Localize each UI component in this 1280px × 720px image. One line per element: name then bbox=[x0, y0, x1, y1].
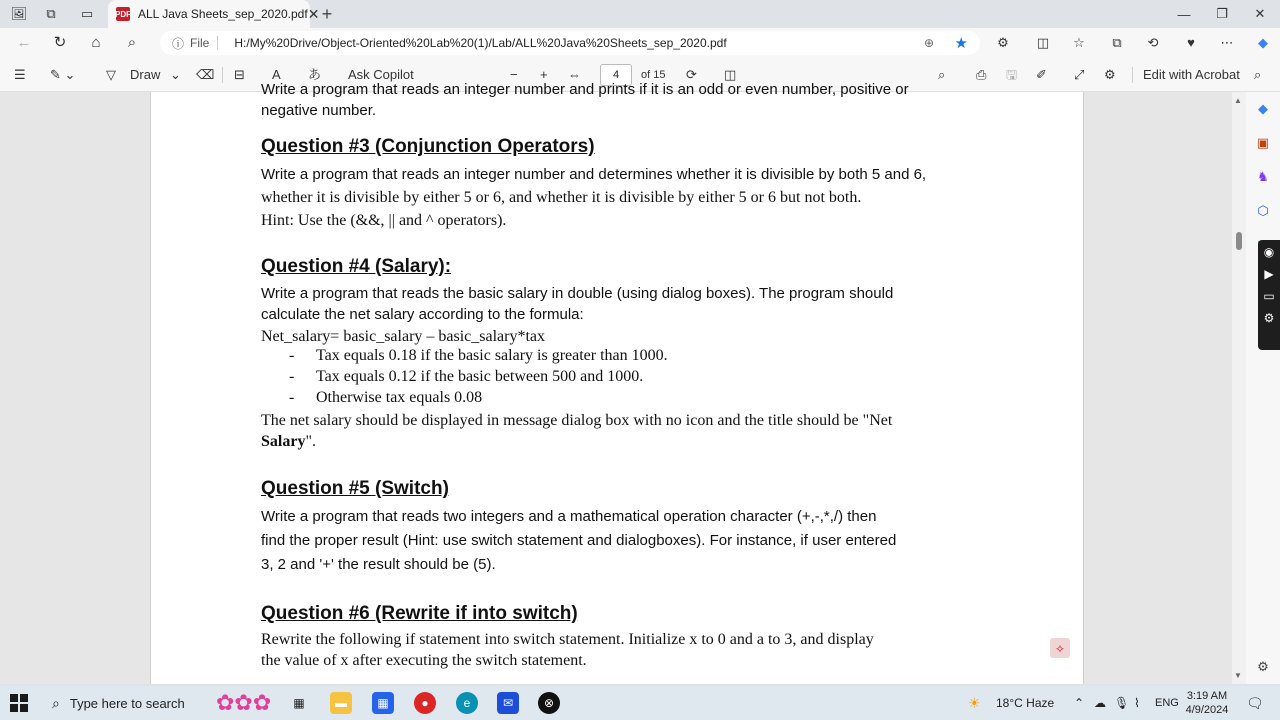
question-6-title: Question #6 (Rewrite if into switch) bbox=[261, 603, 578, 624]
office-icon[interactable]: ⬡ bbox=[1257, 203, 1269, 218]
extensions-icon[interactable]: ⚙ bbox=[997, 35, 1009, 50]
language-indicator[interactable]: ENG bbox=[1155, 697, 1179, 709]
pdf-viewer bbox=[0, 81, 1246, 684]
tab-title: ALL Java Sheets_sep_2020.pdf bbox=[138, 7, 308, 21]
separator bbox=[222, 67, 223, 83]
question-5-line-3: 3, 2 and '+' the result should be (5). bbox=[261, 556, 496, 573]
split-screen-icon[interactable]: ◫ bbox=[1036, 35, 1050, 50]
refresh-icon[interactable]: ↻ bbox=[53, 34, 67, 51]
pdf-page bbox=[150, 81, 1084, 684]
contents-icon[interactable]: ☰ bbox=[14, 67, 26, 82]
print-icon[interactable]: ⎙ bbox=[976, 67, 987, 82]
chrome-icon[interactable]: ● bbox=[414, 692, 436, 714]
video-icon[interactable]: ▶ bbox=[1264, 267, 1274, 281]
acrobat-float-icon[interactable]: ⟡ bbox=[1050, 638, 1070, 658]
question-6-line-1: Rewrite the following if statement into switch statement. Initialize x to 0 and a to 3, and display bbox=[261, 631, 874, 648]
rotate-icon[interactable]: ⟳ bbox=[686, 67, 697, 82]
separator bbox=[1132, 67, 1133, 83]
tab-bar bbox=[0, 0, 1280, 28]
question-3-line-2: whether it is divisible by either 5 or 6, and whether it is divisible by either 5 or 6 but not both. bbox=[261, 189, 862, 206]
clock[interactable] bbox=[1178, 689, 1236, 717]
mail-icon[interactable]: ✉ bbox=[497, 692, 519, 714]
question-3-text bbox=[261, 164, 975, 233]
tab-active[interactable] bbox=[108, 0, 320, 28]
question-5-title: Question #5 (Switch) bbox=[261, 478, 449, 499]
bullet-marker: - bbox=[289, 368, 295, 385]
copilot-icon[interactable]: ◆ bbox=[1258, 35, 1268, 50]
weather-icon[interactable]: ☀ bbox=[968, 695, 981, 711]
draw-button[interactable]: Draw bbox=[130, 67, 161, 82]
highlight-icon[interactable]: ✎ ⌄ bbox=[50, 67, 76, 82]
fullscreen-icon[interactable]: ⤢ bbox=[1074, 67, 1085, 82]
tools-icon[interactable]: ▣ bbox=[1256, 135, 1270, 150]
fit-page-icon[interactable]: ⇔ bbox=[568, 67, 581, 82]
ask-copilot-button[interactable]: Ask Copilot bbox=[348, 67, 414, 82]
page-total: of 15 bbox=[641, 69, 666, 81]
zoom-out-icon[interactable]: − bbox=[510, 67, 518, 82]
salary-formula: Net_salary= basic_salary – basic_salary*tax bbox=[261, 328, 546, 345]
tax-bullets bbox=[261, 347, 975, 411]
draw-icon[interactable]: ▽ bbox=[106, 67, 116, 82]
info-icon[interactable]: ⓘ bbox=[172, 36, 185, 51]
profile-icon[interactable]: 🖼 bbox=[10, 6, 28, 21]
address-bar[interactable] bbox=[160, 31, 980, 55]
page-view-icon[interactable]: ◫ bbox=[724, 67, 737, 82]
back-icon[interactable]: ← bbox=[16, 34, 32, 51]
file-explorer-icon[interactable]: ▬ bbox=[330, 692, 352, 714]
edge-icon[interactable]: e bbox=[456, 692, 478, 714]
history-icon[interactable]: ⟲ bbox=[1147, 35, 1159, 50]
url-text[interactable]: H:/My%20Drive/Object-Oriented%20Lab%20(1)/Lab/ALL%20Java%20Sheets_sep_2020.pdf bbox=[234, 36, 727, 50]
cloud-icon[interactable]: ☁ bbox=[1094, 696, 1106, 710]
question-4-display-text bbox=[261, 410, 975, 452]
zoom-in-icon[interactable]: + bbox=[540, 67, 548, 82]
question-3-title: Question #3 (Conjunction Operators) bbox=[261, 136, 595, 157]
favorite-star-icon[interactable]: ★ bbox=[954, 35, 968, 52]
games-icon[interactable]: ♞ bbox=[1257, 169, 1269, 184]
scroll-up-icon[interactable]: ▲ bbox=[1234, 96, 1242, 105]
add-text-icon[interactable]: ⊟ bbox=[234, 67, 245, 82]
display-line: The net salary should be displayed in message dialog box with no icon and the title should be "Net bbox=[261, 412, 893, 429]
draw-dropdown-icon[interactable]: ⌄ bbox=[170, 67, 181, 82]
workspaces-icon[interactable]: ⧉ bbox=[46, 6, 56, 21]
pdf-file-icon: PDF bbox=[116, 7, 130, 21]
microphone-icon[interactable]: 🎙 bbox=[1114, 696, 1130, 710]
partial-question-line: Write a program that reads an integer number and prints if it is an odd or even number, positive or bbox=[261, 81, 909, 98]
minimize-button[interactable]: — bbox=[1177, 6, 1191, 22]
search-sidebar-icon[interactable]: ⌕ bbox=[1254, 67, 1262, 82]
tab-actions-icon[interactable]: ▭ bbox=[80, 6, 94, 21]
notifications-icon[interactable]: 🗨 bbox=[1246, 695, 1264, 711]
tab-close-icon[interactable]: ✕ bbox=[307, 5, 320, 22]
bullet-item: Tax equals 0.12 if the basic between 500 and 1000. bbox=[316, 368, 644, 385]
weather-text[interactable]: 18°C Haze bbox=[996, 696, 1055, 710]
tulips-icon: ✿✿✿ bbox=[216, 690, 272, 715]
partial-question-line-end: negative number. bbox=[261, 102, 377, 119]
copilot-sidebar-icon[interactable]: ◆ bbox=[1258, 101, 1268, 116]
browser-essentials-icon[interactable]: ♥ bbox=[1187, 35, 1195, 50]
question-4-line-1: Write a program that reads the basic salary in double (using dialog boxes). The program should bbox=[261, 285, 894, 302]
save-icon[interactable]: 🖫 bbox=[1006, 67, 1018, 82]
search-icon: ⌕ bbox=[52, 694, 60, 711]
app-icon[interactable]: ⊗ bbox=[538, 692, 560, 714]
question-3-line-1: Write a program that reads an integer number and determines whether it is divisible by both 5 and 6, bbox=[261, 166, 927, 183]
more-menu-icon[interactable]: ⋯ bbox=[1220, 35, 1234, 50]
tray-overflow-icon[interactable]: ⌃ bbox=[1074, 696, 1085, 710]
bullet-item: Otherwise tax equals 0.08 bbox=[316, 389, 483, 406]
new-tab-button[interactable]: + bbox=[321, 4, 333, 24]
date-text: 4/9/2024 bbox=[1185, 704, 1229, 716]
favorites-icon[interactable]: ☆ bbox=[1073, 35, 1085, 50]
close-window-button[interactable]: ✕ bbox=[1254, 6, 1266, 21]
question-3-line-3: Hint: Use the (&&, || and ^ operators). bbox=[261, 212, 507, 229]
window-icon[interactable]: ▭ bbox=[1263, 289, 1275, 303]
read-aloud-icon[interactable]: A bbox=[272, 67, 281, 82]
edge-sidebar bbox=[1246, 92, 1280, 684]
taskbar bbox=[0, 686, 1280, 720]
eraser-icon[interactable]: ⌫ bbox=[196, 67, 215, 82]
recording-toolbar bbox=[1258, 240, 1280, 350]
find-icon[interactable]: ⌕ bbox=[938, 67, 946, 82]
question-5-line-1: Write a program that reads two integers and a mathematical operation character (+,-,*,/) then bbox=[261, 508, 877, 525]
vertical-scrollbar[interactable] bbox=[1232, 92, 1246, 684]
display-title-end: ". bbox=[305, 433, 316, 450]
edit-with-acrobat-button[interactable]: Edit with Acrobat bbox=[1143, 67, 1240, 82]
windows-start-icon[interactable] bbox=[10, 694, 28, 712]
scroll-thumb[interactable] bbox=[1236, 232, 1242, 250]
network-icon[interactable]: ⌇ bbox=[1134, 696, 1140, 710]
bullet-item: Tax equals 0.18 if the basic salary is greater than 1000. bbox=[316, 347, 668, 364]
bullet-marker: - bbox=[289, 347, 295, 364]
zoom-icon[interactable]: ⊕ bbox=[923, 36, 934, 50]
settings-icon[interactable]: ⚙ bbox=[1104, 67, 1116, 82]
scroll-down-icon[interactable]: ▼ bbox=[1234, 671, 1242, 680]
gear-icon[interactable]: ⚙ bbox=[1263, 311, 1275, 325]
page-number-input[interactable]: 4 bbox=[600, 64, 632, 86]
question-4-line-2: calculate the net salary according to the formula: bbox=[261, 306, 584, 323]
home-icon[interactable]: ⌂ bbox=[91, 34, 101, 51]
file-label: File bbox=[190, 36, 218, 50]
maximize-button[interactable]: ❐ bbox=[1216, 6, 1228, 21]
bullet-marker: - bbox=[289, 389, 295, 406]
question-6-line-2: the value of x after executing the switch statement. bbox=[261, 652, 587, 669]
display-title-bold: Salary bbox=[261, 433, 306, 450]
time-text: 3:19 AM bbox=[1186, 690, 1228, 702]
search-icon[interactable]: ⌕ bbox=[127, 34, 137, 51]
task-view-icon[interactable]: ▦ bbox=[293, 696, 305, 710]
store-icon[interactable]: ▦ bbox=[372, 692, 394, 714]
question-4-title: Question #4 (Salary): bbox=[261, 256, 452, 277]
camera-icon[interactable]: ◉ bbox=[1263, 245, 1275, 259]
question-5-line-2: find the proper result (Hint: use switch statement and dialogboxes). For instance, if user entered bbox=[261, 532, 897, 549]
save-as-icon[interactable]: ✐ bbox=[1036, 67, 1047, 82]
question-5-text bbox=[261, 505, 975, 577]
search-placeholder: Type here to search bbox=[69, 695, 185, 711]
collections-icon[interactable]: ⧉ bbox=[1112, 35, 1122, 50]
address-row bbox=[0, 28, 1280, 58]
question-6-text bbox=[261, 629, 975, 671]
sidebar-settings-icon[interactable]: ⚙ bbox=[1257, 659, 1269, 674]
translate-icon[interactable]: あ bbox=[308, 67, 322, 82]
